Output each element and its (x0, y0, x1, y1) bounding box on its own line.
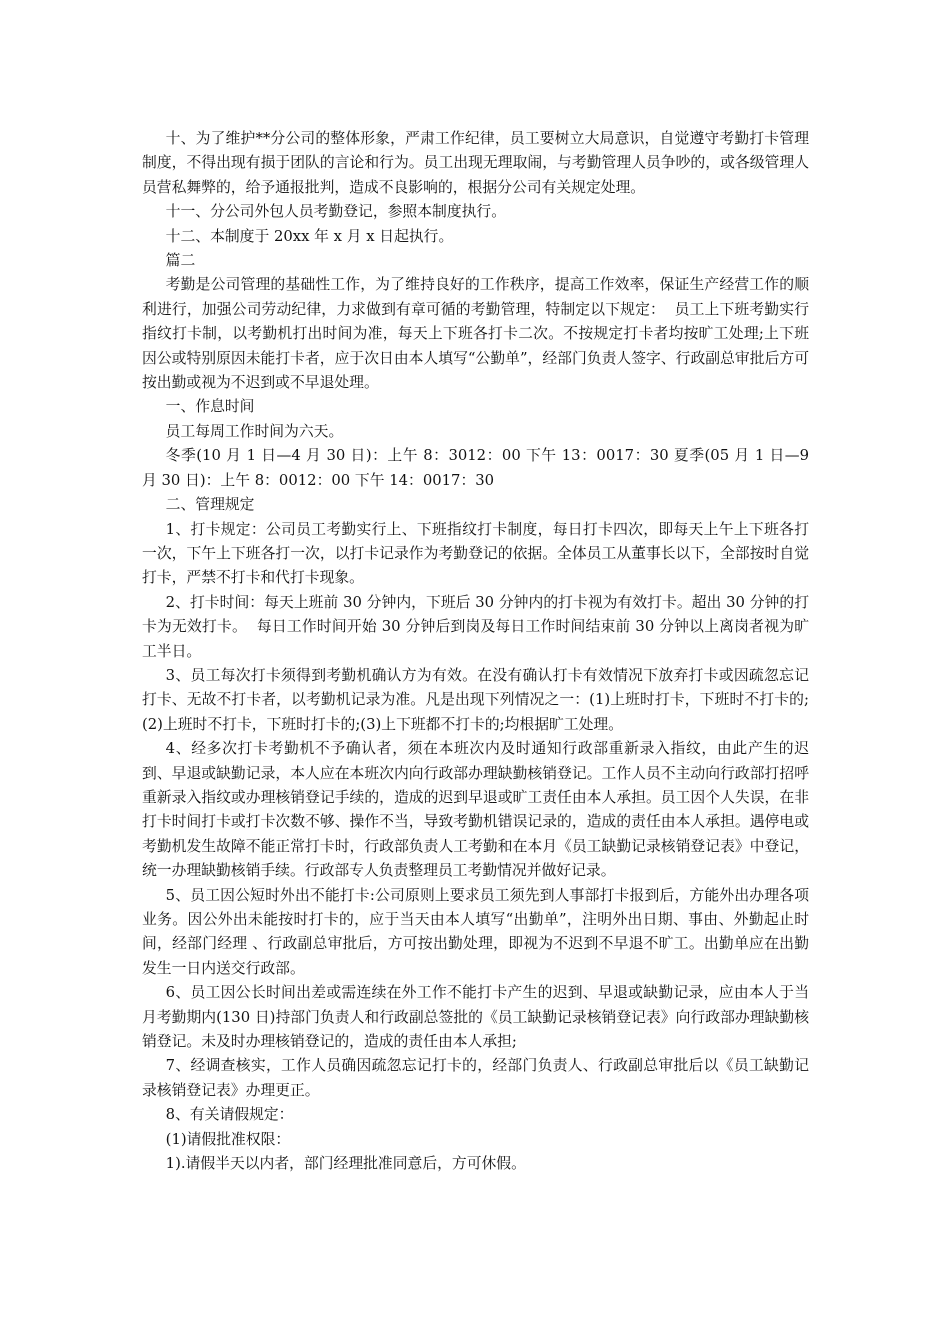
rule-1: 1、打卡规定：公司员工考勤实行上、下班指纹打卡制度，每日打卡四次，即每天上午上下班各打一次，下午上下班各打一次，以打卡记录作为考勤登记的依据。全体员工从董事长以下，全部按时自觉打卡，严禁不打卡和代打卡现象。 (142, 520, 809, 587)
section-heading-part-two: 篇二 (165, 252, 196, 270)
paragraph-11: 十一、分公司外包人员考勤登记，参照本制度执行。 (165, 203, 507, 221)
paragraph-12: 十二、本制度于 20xx 年 x 月 x 日起执行。 (165, 227, 454, 245)
paragraph-weekly-days: 员工每周工作时间为六天。 (165, 422, 344, 440)
rule-8: 8、有关请假规定： (165, 1106, 294, 1124)
heading-management-rules: 二、管理规定 (165, 496, 255, 514)
paragraph-schedule: 冬季(10 月 1 日—4 月 30 日)：上午 8：3012：00 下午 13：0017：30 夏季(05 月 1 日—9 月 30 日)：上午 8：0012：00 下午 14：0017：30 (142, 447, 814, 489)
rule-2: 2、打卡时间：每天上班前 30 分钟内，下班后 30 分钟内的打卡视为有效打卡。超出 30 分钟的打卡为无效打卡。 每日工作时间开始 30 分钟后到岗及每日工作时间结束前 30 分钟以上离岗者视为旷工半日。 (142, 593, 809, 660)
leave-approval-authority: (1)请假批准权限： (165, 1130, 291, 1148)
rule-3: 3、员工每次打卡须得到考勤机确认方为有效。在没有确认打卡有效情况下放弃打卡或因疏忽忘记打卡、无故不打卡者，以考勤机记录为准。凡是出现下列情况之一：(1)上班时打卡，下班时不打卡的;(2)上班时不打卡，下班时打卡的;(3)上下班都不打卡的;均根据旷工处理。 (142, 666, 809, 733)
heading-work-hours: 一、作息时间 (165, 398, 255, 416)
rule-7: 7、经调查核实，工作人员确因疏忽忘记打卡的，经部门负责人、行政副总审批后以《员工缺勤记录核销登记表》办理更正。 (142, 1057, 809, 1099)
document-body (142, 127, 814, 1176)
paragraph-intro: 考勤是公司管理的基础性工作，为了维持良好的工作秩序，提高工作效率，保证生产经营工作的顺利进行，加强公司劳动纪律，力求做到有章可循的考勤管理，特制定以下规定： 员工上下班考勤实行指纹打卡制，以考勤机打出时间为准，每天上下班各打卡二次。不按规定打卡者均按旷工处理;上下班因公或特别原因未能打卡者，应于次日由本人填写“公勤单”，经部门负责人签字、行政副总审批后方可按出勤或视为不迟到或不早退处理。 (142, 276, 809, 392)
rule-5: 5、员工因公短时外出不能打卡:公司原则上要求员工须先到人事部打卡报到后，方能外出办理各项业务。因公外出未能按时打卡的，应于当天由本人填写“出勤单”，注明外出日期、事由、外勤起止时间，经部门经理 、行政副总审批后，方可按出勤处理，即视为不迟到不早退不旷工。出勤单应在出勤发生一日内送交行政部。 (142, 886, 809, 977)
leave-half-day: 1).请假半天以内者，部门经理批准同意后，方可休假。 (165, 1155, 526, 1173)
rule-6: 6、员工因公长时间出差或需连续在外工作不能打卡产生的迟到、早退或缺勤记录，应由本人于当月考勤期内(130 日)持部门负责人和行政副总签批的《员工缺勤记录核销登记表》向行政部办理缺勤核销登记。未及时办理核销登记的，造成的责任由本人承担; (142, 984, 809, 1051)
rule-4: 4、经多次打卡考勤机不予确认者，须在本班次内及时通知行政部重新录入指纹，由此产生的迟到、早退或缺勤记录，本人应在本班次内向行政部办理缺勤核销登记。工作人员不主动向行政部打招呼重新录入指纹或办理核销登记手续的，造成的迟到早退或旷工责任由本人承担。员工因个人失误，在非打卡时间打卡或打卡次数不够、操作不当，导致考勤机错误记录的，造成的责任由本人承担。遇停电或考勤机发生故障不能正常打卡时，行政部负责人工考勤和在本月《员工缺勤记录核销登记表》中登记，统一办理缺勤核销手续。行政部专人负责整理员工考勤情况并做好记录。 (142, 740, 809, 880)
paragraph-10: 十、为了维护**分公司的整体形象，严肃工作纪律，员工要树立大局意识，自觉遵守考勤打卡管理制度，不得出现有损于团队的言论和行为。员工出现无理取闹，与考勤管理人员争吵的，或各级管理人员营私舞弊的，给予通报批判，造成不良影响的，根据分公司有关规定处理。 (142, 130, 809, 196)
